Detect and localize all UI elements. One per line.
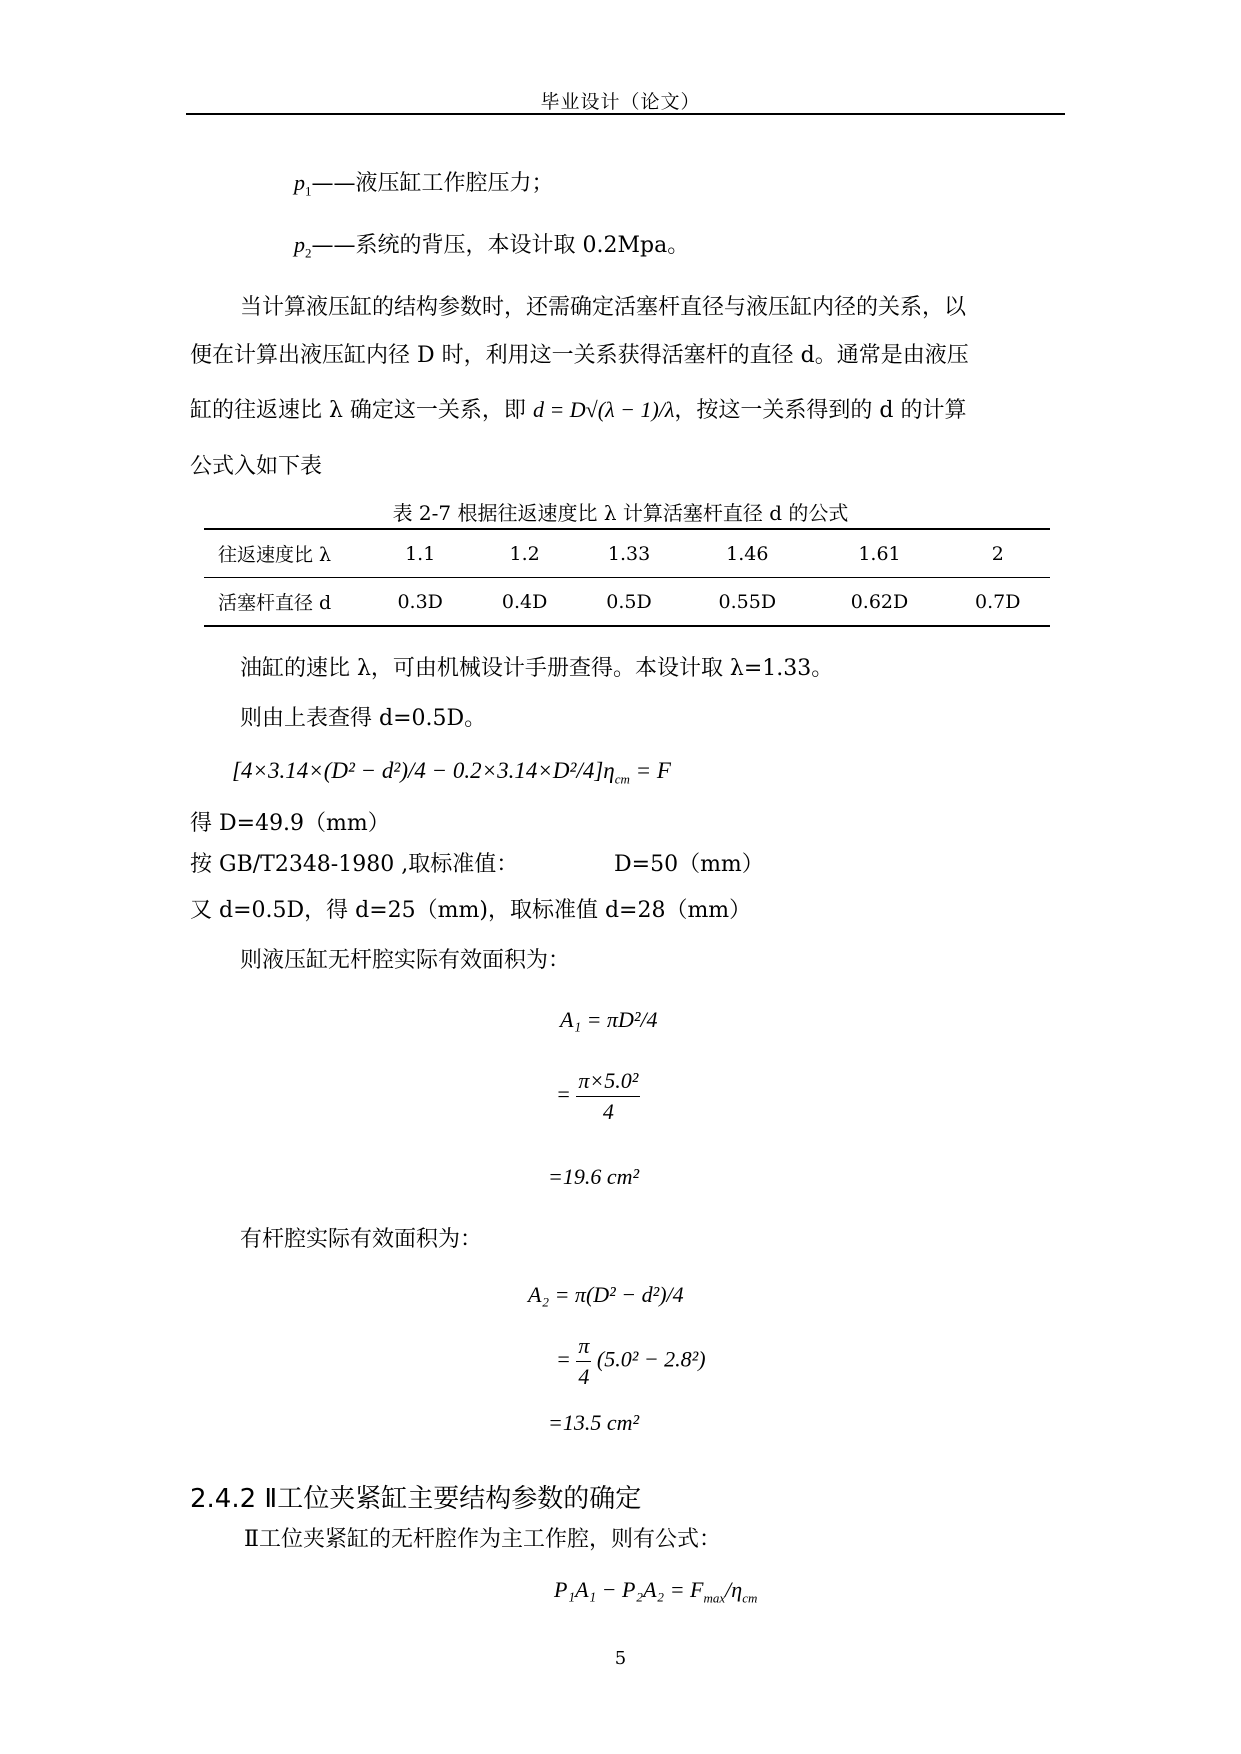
area2-result: =13.5 cm² — [548, 1410, 640, 1435]
equation-tail: /η — [725, 1577, 743, 1602]
standard-label: 按 GB/T2348-1980 ,取标准值： — [190, 852, 519, 877]
page-number: 5 — [614, 1648, 627, 1669]
table-row — [204, 578, 1050, 627]
area1-fraction — [576, 1066, 640, 1127]
result-line: 得 D=49.9（mm） — [190, 811, 390, 836]
paragraph-line: Ⅱ工位夹紧缸的无杆腔作为主工作腔，则有公式： — [244, 1527, 721, 1552]
table-cell: 1.2 — [472, 529, 576, 578]
rod-line: 又 d=0.5D，得 d=25（mm)，取标准值 d=28（mm） — [190, 898, 752, 923]
table-cell: 1.61 — [813, 529, 945, 578]
section-heading: 2.4.2 Ⅱ工位夹紧缸主要结构参数的确定 — [190, 1484, 642, 1514]
standard-value: D=50（mm） — [614, 852, 764, 877]
area2-bracket-term: (5.0² − 2.8²) — [596, 1346, 706, 1372]
table-row-header: 往返速度比 λ — [204, 529, 368, 578]
equation-subscript: cm — [742, 1590, 758, 1606]
equation-rhs: = F — [635, 758, 671, 783]
table-cell: 2 — [946, 529, 1050, 578]
fraction-denominator: 4 — [602, 1099, 614, 1124]
equation-body: [4×3.14×(D² − d²)/4 − 0.2×3.14×D²/4]η — [232, 758, 615, 783]
paragraph-line: 油缸的速比 λ，可由机械设计手册查得。本设计取 λ=1.33。 — [240, 656, 834, 681]
def-text: ——液压缸工作腔压力； — [311, 171, 554, 196]
main-equation — [232, 756, 671, 795]
page-header: 毕业设计（论文） — [540, 91, 701, 113]
table-cell: 1.46 — [681, 529, 813, 578]
area1-equation: A₁ = πD²/4 — [560, 1007, 658, 1032]
equation-subscript: cm — [614, 771, 630, 787]
definition-p1 — [294, 168, 554, 206]
table-cell: 1.1 — [368, 529, 472, 578]
table-cell: 0.3D — [368, 578, 472, 627]
area2-fraction — [576, 1331, 591, 1392]
fraction-numerator: π×5.0² — [576, 1066, 640, 1097]
paragraph-line: 有杆腔实际有效面积为： — [240, 1227, 483, 1252]
table-cell: 0.4D — [472, 578, 576, 627]
def-subscript: 1 — [305, 183, 312, 199]
fraction-numerator: π — [576, 1331, 591, 1362]
ratio-table — [204, 528, 1050, 627]
paragraph-line: 则液压缸无杆腔实际有效面积为： — [240, 948, 571, 973]
def-subscript: 2 — [305, 245, 312, 261]
table-cell: 0.62D — [813, 578, 945, 627]
equals-sign: = — [556, 1346, 577, 1372]
table-cell: 0.5D — [577, 578, 681, 627]
def-symbol: p — [294, 170, 305, 195]
table-cell: 0.7D — [946, 578, 1050, 627]
paragraph-line — [190, 395, 967, 426]
definition-p2 — [294, 230, 689, 268]
paragraph-text: 缸的往返速比 λ 确定这一关系，即 — [190, 398, 526, 423]
area2-equation: A₂ = π(D² − d²)/4 — [528, 1282, 684, 1307]
table-cell: 0.55D — [681, 578, 813, 627]
table-row-header: 活塞杆直径 d — [204, 578, 368, 627]
paragraph-line: 公式入如下表 — [190, 454, 323, 479]
table-caption: 表 2-7 根据往返速度比 λ 计算活塞杆直径 d 的公式 — [392, 501, 849, 525]
table-row — [204, 529, 1050, 578]
paragraph-line: 当计算液压缸的结构参数时，还需确定活塞杆直径与液压缸内径的关系，以 — [240, 295, 967, 320]
area1-step — [556, 1066, 640, 1127]
paragraph-line: 便在计算出液压缸内径 D 时，利用这一关系获得活塞杆的直径 d。通常是由液压 — [190, 343, 969, 368]
table-cell: 1.33 — [577, 529, 681, 578]
paragraph-line: 则由上表查得 d=0.5D。 — [240, 706, 487, 731]
equals-sign: = — [556, 1081, 577, 1107]
force-equation — [554, 1575, 757, 1613]
def-symbol: p — [294, 232, 305, 257]
inline-formula: d = D√(λ − 1)/λ — [532, 397, 675, 422]
area2-step — [556, 1331, 706, 1392]
equation-body: P₁A₁ − P₂A₂ = F — [554, 1577, 704, 1602]
fraction-denominator: 4 — [578, 1364, 590, 1389]
area1-result: =19.6 cm² — [548, 1164, 640, 1189]
equation-subscript: max — [703, 1590, 726, 1606]
header-rule — [186, 113, 1065, 115]
paragraph-text: ，按这一关系得到的 d 的计算 — [674, 398, 967, 423]
def-text: ——系统的背压，本设计取 0.2Mpa。 — [311, 233, 690, 258]
